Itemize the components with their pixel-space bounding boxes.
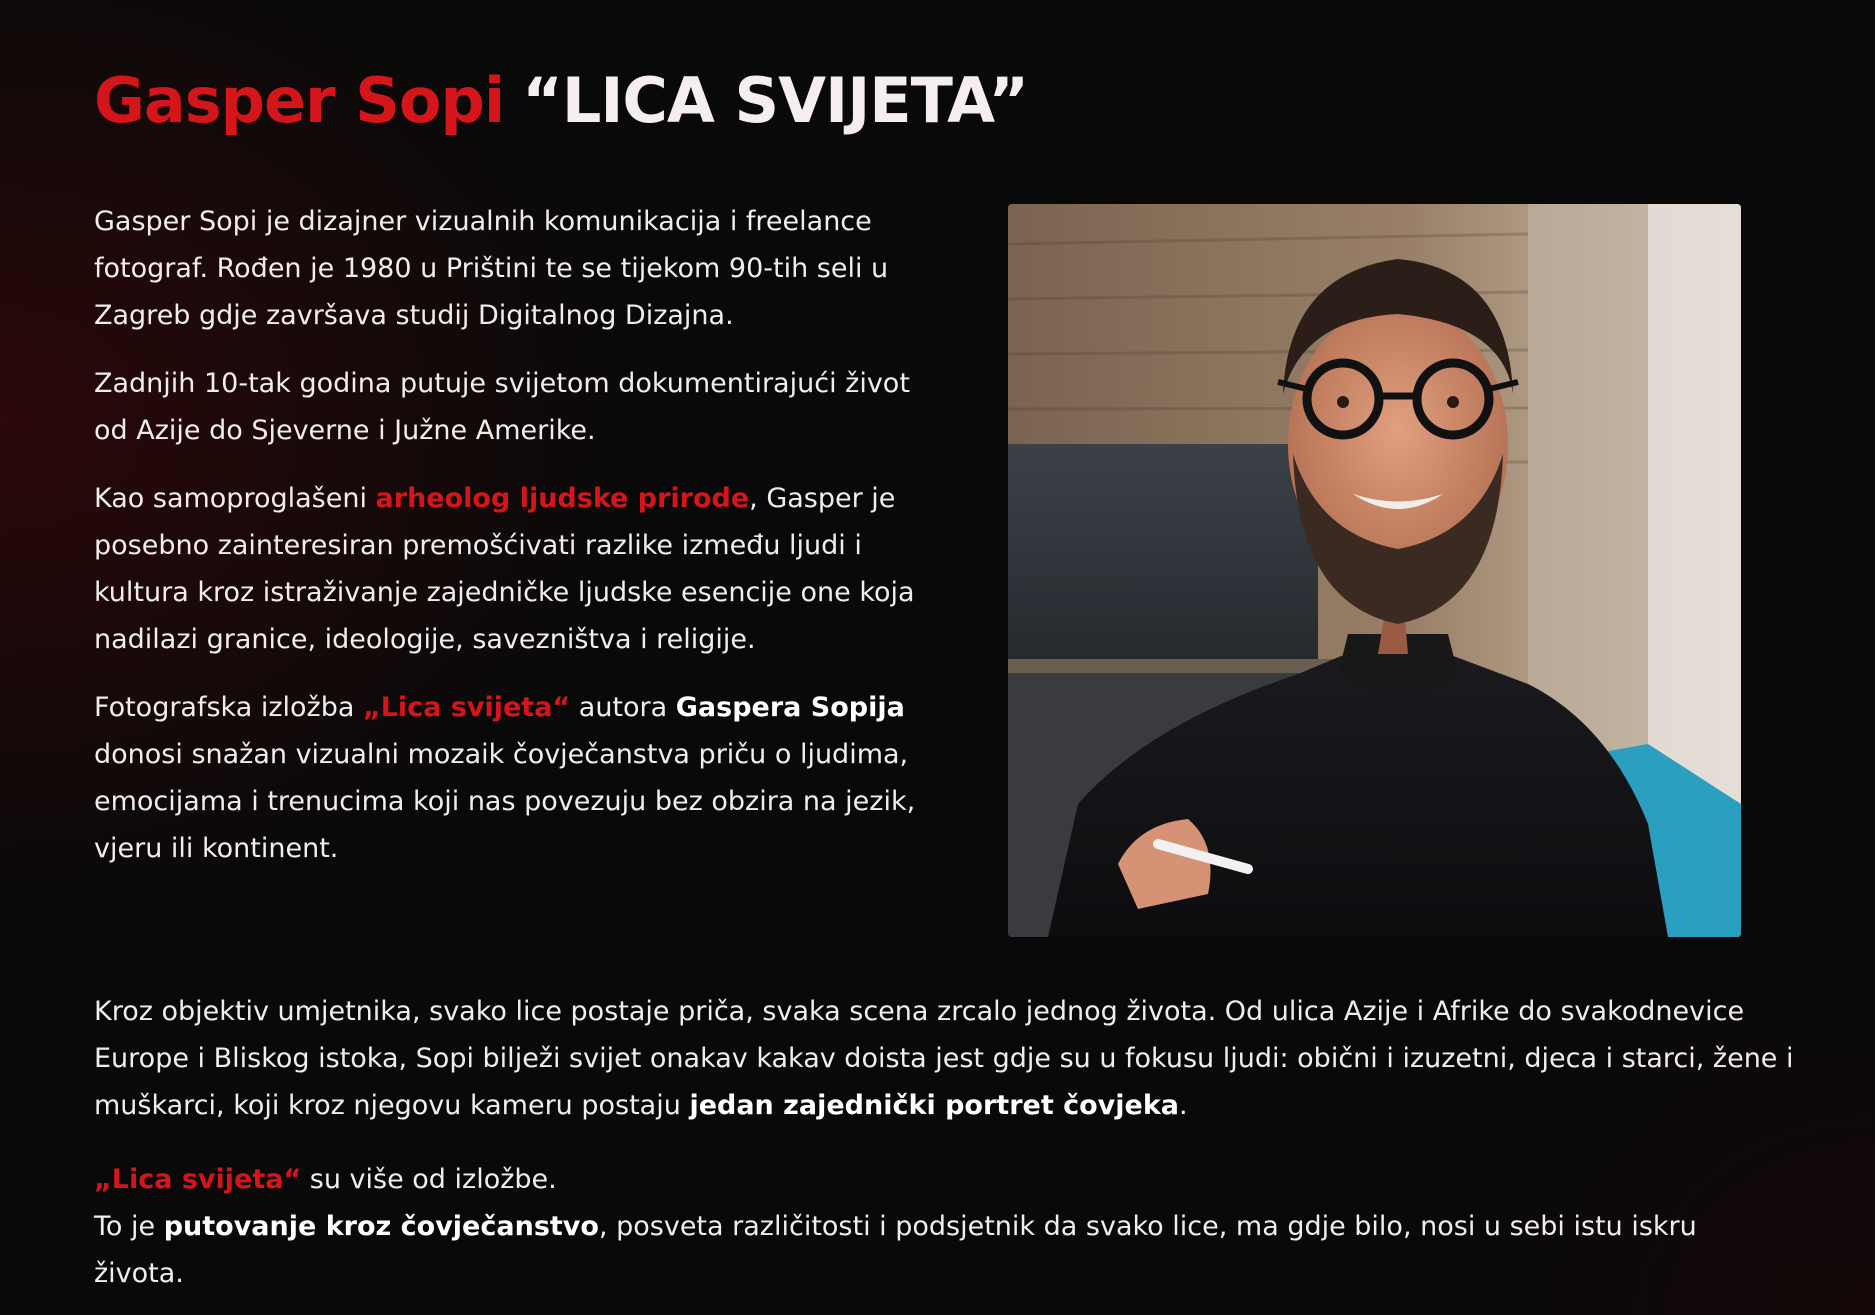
closing-text: su više od izložbe.: [301, 1164, 557, 1195]
closing-bold-phrase: putovanje kroz čovječanstvo: [163, 1211, 599, 1242]
bio-paragraph-3: [94, 475, 934, 663]
exhibition-name-highlight: „Lica svijeta“: [94, 1164, 302, 1195]
page-title: [94, 64, 1029, 137]
bio-paragraph-1: Gasper Sopi je dizajner vizualnih komunikacija i freelance fotograf. Rođen je 1980 u Prištini te se tijekom 90-tih seli u Zagreb gdje završava studij Digitalnog Dizajna.: [94, 206, 889, 331]
bio-text: donosi snažan vizualni mozaik čovječanstva priču o ljudima, emocijama i trenucima koji nas povezuju bez obzira na jezik, vjeru ili kontinent.: [94, 739, 916, 864]
artist-portrait-photo: [1008, 204, 1741, 937]
bio-paragraph-2: Zadnjih 10-tak godina putuje svijetom dokumentirajući život od Azije do Sjeverne i Južne Amerike.: [94, 368, 910, 446]
exhibition-name-highlight: „Lica svijeta“: [362, 692, 571, 723]
bio-text: autora: [570, 692, 676, 723]
exhibition-title: “LICA SVIJETA”: [522, 64, 1029, 137]
description-text: Kroz objektiv umjetnika, svako lice postaje priča, svaka scena zrcalo jednog života. Od ulica Azije i Afrike do svakodnevice Europe i Bliskog istoka, Sopi bilježi svijet onakav kakav doista jest gdje su u fokusu ljudi: obični i izuzetni, djeca i starci, žene i muškarci, koji kroz njegovu kameru postaju: [94, 996, 1794, 1121]
bio-paragraph-4: [94, 684, 934, 872]
description-paragraph: [94, 988, 1794, 1129]
portrait-illustration: [1008, 204, 1741, 937]
artist-name: Gasper Sopi: [94, 64, 505, 137]
bio-text: Fotografska izložba: [94, 692, 363, 723]
closing-paragraph: [94, 1156, 1794, 1297]
author-name-bold: Gaspera Sopija: [675, 692, 905, 723]
bio-text: , Gasper je posebno zainteresiran premošćivati razlike između ljudi i kultura kroz istraživanje zajedničke ljudske esencije one koja nadilazi granice, ideologije, savezništva i religije.: [94, 483, 915, 655]
description-bold-phrase: jedan zajednički portret čovjeka: [689, 1090, 1180, 1121]
bio-text: Kao samoproglašeni: [94, 483, 376, 514]
highlight-phrase: arheolog ljudske prirode: [375, 483, 750, 514]
exhibition-description: [94, 988, 1794, 1297]
description-text: .: [1179, 1090, 1188, 1121]
closing-text: , posveta različitosti i podsjetnik da svako lice, ma gdje bilo, nosi u sebi istu iskru života.: [94, 1211, 1697, 1289]
artist-bio: [94, 198, 934, 872]
closing-text: To je: [94, 1211, 164, 1242]
